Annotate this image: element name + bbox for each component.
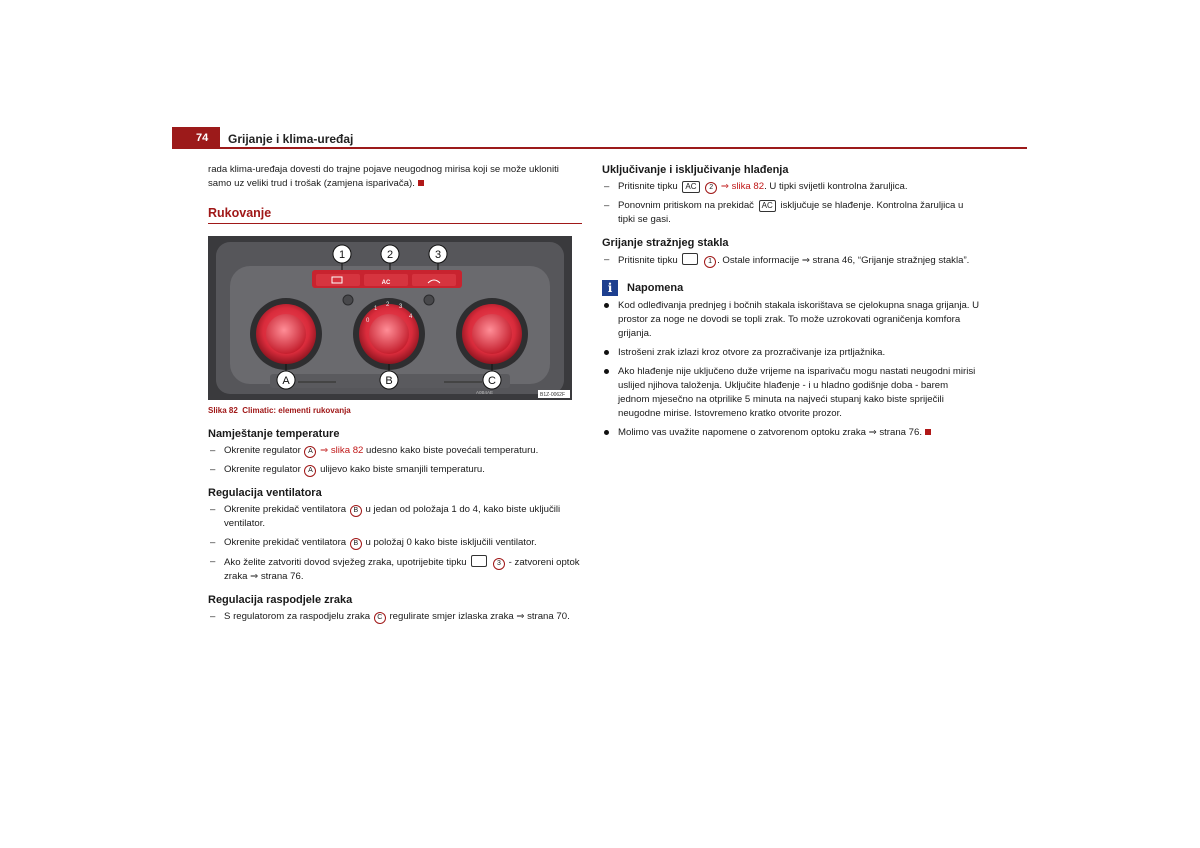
sensor-right (424, 295, 434, 305)
left-column (208, 163, 584, 629)
end-mark-icon (925, 429, 931, 435)
figure-climatic-panel (208, 236, 572, 400)
note-bullet: Ako hlađenje nije uključeno duže vrijeme na isparivaču mogu nastati neugodni mirisi uslijed njihova taloženja. Uključite hlađenje - i u hladno godišnje doba - barem jednom mjesečno na otprilike 5 minuta na najveći stupanj kako biste spriječili neugodne mirise. Istovremeno kratko otvorite prozor. (602, 365, 980, 421)
sensor-left (343, 295, 353, 305)
list-item: – Okrenite regulator A ⇒ slika 82 udesno kako biste povećali temperaturu. (208, 444, 584, 458)
section-title: Rukovanje (208, 206, 272, 220)
page-number: 74 (196, 132, 209, 144)
info-icon: i (602, 280, 618, 296)
end-mark-icon (418, 180, 424, 186)
callout-c-label: C (488, 375, 496, 387)
note-bullet: Molimo vas uvažite napomene o zatvorenom optoku zraka ⇒ strana 76. (602, 426, 980, 440)
knob-a-cap (266, 314, 306, 354)
list-item: – Pritisnite tipku AC 2 ⇒ slika 82. U tipki svijetli kontrolna žaruljica. (602, 180, 980, 194)
circle-3-icon: 3 (493, 558, 505, 570)
rear-defrost-button (316, 274, 360, 286)
figure-caption: Slika 82 Climatic: elementi rukovanja (208, 406, 351, 415)
note-title: Napomena (627, 282, 684, 294)
circle-1-icon: 1 (704, 256, 716, 268)
circle-a-icon: A (304, 465, 316, 477)
fan-digit-1: 1 (374, 306, 378, 312)
page-header (172, 127, 1027, 149)
list-item: – Ako želite zatvoriti dovod svježeg zraka, upotrijebite tipku 3 - zatvoreni optok zraka ⇒ strana 76. (208, 555, 584, 584)
rear-defrost-key-icon (682, 253, 698, 265)
list-item: – Okrenite regulator A ulijevo kako biste smanjili temperaturu. (208, 463, 584, 477)
right-column (602, 163, 980, 440)
ac-button-label: AC (381, 280, 391, 286)
section-rule (208, 223, 582, 224)
list-item: – S regulatorom za raspodjelu zraka C regulirate smjer izlaska zraka ⇒ strana 70. (208, 610, 584, 624)
heading-cooling: Uključivanje i isključivanje hlađenja (602, 164, 789, 176)
callout-a-label: A (282, 375, 290, 387)
circle-b-icon: B (350, 505, 362, 517)
heading-distribution: Regulacija raspodjele zraka (208, 594, 353, 606)
figure-code-left: A0B4AE (476, 390, 494, 395)
circle-a-icon: A (304, 446, 316, 458)
callout-3-label: 3 (434, 249, 442, 261)
callout-1-label: 1 (338, 249, 346, 261)
fan-digit-3: 3 (399, 304, 403, 310)
figure-ref-link[interactable]: ⇒ slika 82 (320, 445, 364, 456)
circle-2-icon: 2 (705, 182, 717, 194)
header-rule (220, 147, 1027, 149)
list-item: – Okrenite prekidač ventilatora B u položaj 0 kako biste isključili ventilator. (208, 536, 584, 550)
list-item: – Okrenite prekidač ventilatora B u jedan od položaja 1 do 4, kako biste uključili ventilator. (208, 503, 584, 531)
callout-b-label: B (385, 375, 393, 387)
ac-key: AC (682, 181, 699, 193)
knob-b-cap (369, 314, 409, 354)
chapter-title: Grijanje i klima-uređaj (228, 132, 354, 146)
recirculation-key-icon (471, 555, 487, 567)
ac-key: AC (759, 200, 776, 212)
heading-temperature: Namještanje temperature (208, 428, 340, 440)
circle-c-icon: C (374, 612, 386, 624)
note-bullet: Kod odleđivanja prednjeg i bočnih stakala iskorištava se cjelokupna snaga grijanja. U prostor za noge ne dovodi se topli zrak. To može uzrokovati ograničenja komfora grijanja. (602, 299, 980, 341)
heading-fan: Regulacija ventilatora (208, 487, 322, 499)
circle-b-icon: B (350, 538, 362, 550)
callout-2-label: 2 (386, 249, 394, 261)
list-item: – Ponovnim pritiskom na prekidač AC isključuje se hlađenje. Kontrolna žaruljica u tipki se gasi. (602, 199, 980, 227)
figure-code-right: B1Z-0062F (540, 392, 566, 398)
climatic-panel-illustration (208, 236, 572, 400)
fan-digit-4: 4 (409, 314, 413, 320)
knob-c-cap (472, 314, 512, 354)
figure-ref-link[interactable]: ⇒ slika 82 (720, 181, 765, 192)
list-item: – Pritisnite tipku 1 . Ostale informacije ⇒ strana 46, “Grijanje stražnjeg stakla”. (602, 253, 980, 268)
intro-paragraph: rada klima-uređaja dovesti do trajne pojave neugodnog mirisa koji se može ukloniti samo uz veliki trud i trošak (zamjena isparivača). (208, 164, 559, 189)
note-header (602, 280, 980, 296)
fan-digit-0: 0 (366, 318, 370, 324)
note-bullet: Istrošeni zrak izlazi kroz otvore za prozračivanje iza prtljažnika. (602, 346, 980, 360)
heading-rear-window: Grijanje stražnjeg stakla (602, 237, 729, 249)
fan-digit-2: 2 (386, 302, 390, 308)
